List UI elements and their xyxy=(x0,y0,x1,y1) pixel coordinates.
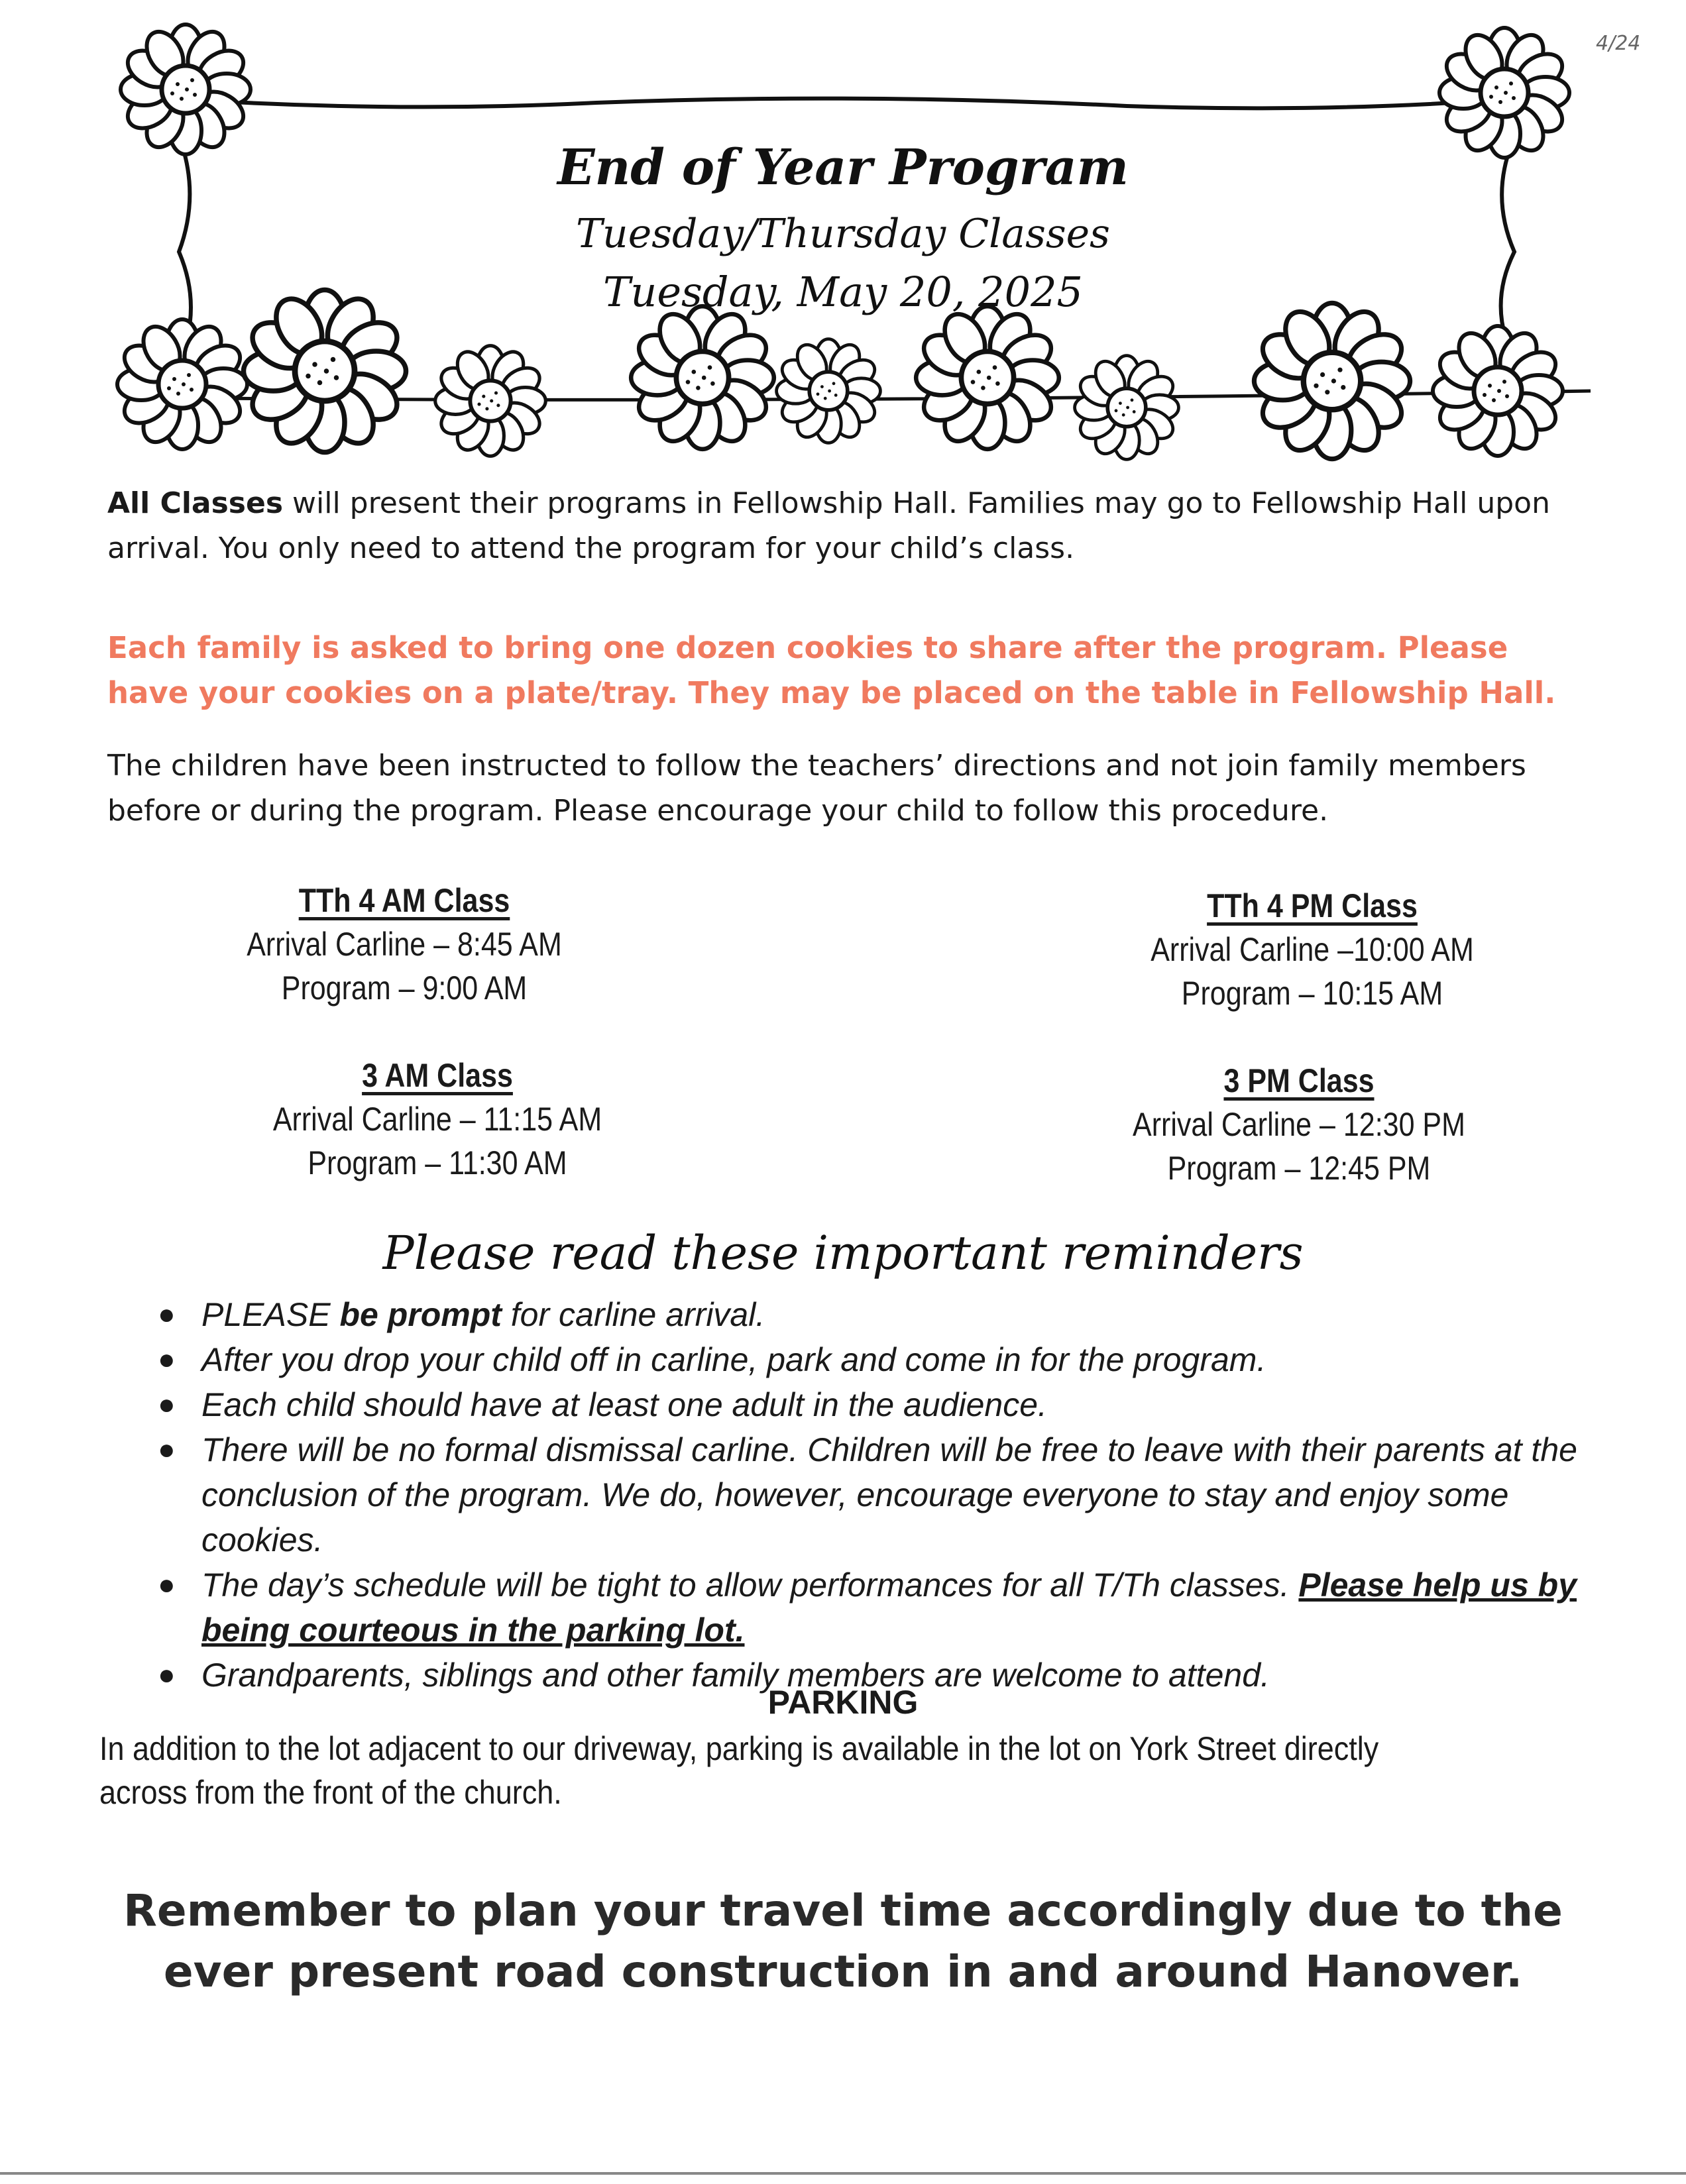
bullet-icon: ● xyxy=(158,1659,176,1691)
reminders-heading: Please read these important reminders xyxy=(382,1226,1304,1280)
list-item: ● Grandparents, siblings and other family members are welcome to attend. xyxy=(152,1653,1577,1698)
scan-edge-divider xyxy=(0,2172,1686,2175)
list-item: ● There will be no formal dismissal carline. Children will be free to leave with their parents at the conclusion of the program. We do, however, encourage everyone to stay and enjoy some cookies. xyxy=(152,1427,1577,1562)
class-arrival: Arrival Carline – 12:30 PM xyxy=(1133,1106,1465,1143)
list-item: ● After you drop your child off in carline, park and come in for the program. xyxy=(152,1337,1577,1382)
class-name: TTh 4 PM Class xyxy=(1207,887,1418,924)
class-program-time: Program – 10:15 AM xyxy=(1181,975,1443,1012)
class-arrival: Arrival Carline – 11:15 AM xyxy=(272,1101,602,1138)
list-item: ● PLEASE be prompt for carline arrival. xyxy=(152,1292,1577,1337)
intro-text: will present their programs in Fellowship Hall. Families may go to Fellowship Hall upon arrival. You only need to attend the program for your child’s class. xyxy=(107,486,1550,565)
bullet-icon: ● xyxy=(158,1298,176,1331)
corner-note: 4/24 xyxy=(1596,32,1641,55)
intro-bold-lead: All Classes xyxy=(107,486,284,520)
class-schedule-3-pm xyxy=(1099,1059,1498,1190)
class-schedule-tth-4-am xyxy=(227,879,581,1010)
class-name: 3 AM Class xyxy=(362,1057,513,1094)
bullet-icon: ● xyxy=(158,1568,176,1601)
parking-courtesy-emphasis: Please help us by being courteous in the parking lot. xyxy=(201,1566,1577,1649)
bullet-icon: ● xyxy=(158,1433,176,1466)
intro-paragraph xyxy=(107,481,1592,571)
class-arrival: Arrival Carline –10:00 AM xyxy=(1151,931,1474,968)
parking-heading: PARKING xyxy=(767,1684,919,1721)
reminders-list xyxy=(152,1292,1577,1698)
class-arrival: Arrival Carline – 8:45 AM xyxy=(247,926,562,963)
list-item: ● The day’s schedule will be tight to allow performances for all T/Th classes. Please help us by being courteous in the parking lot. xyxy=(152,1562,1577,1653)
class-program-time: Program – 9:00 AM xyxy=(281,969,528,1007)
class-program-time: Program – 11:30 AM xyxy=(308,1144,567,1181)
class-name: 3 PM Class xyxy=(1223,1062,1375,1099)
cookies-notice: Each family is asked to bring one dozen cookies to share after the program. Please have your cookies on a plate/tray. They may be placed on the table in Fellowship Hall. xyxy=(107,630,1556,710)
parking-text: In addition to the lot adjacent to our driveway, parking is available in the lot on York Street directly across from the front of the church. xyxy=(99,1730,1379,1811)
class-name: TTh 4 AM Class xyxy=(298,882,510,919)
class-program-time: Program – 12:45 PM xyxy=(1167,1150,1431,1187)
program-date: Tuesday, May 20, 2025 xyxy=(603,268,1083,316)
list-item: ● Each child should have at least one adult in the audience. xyxy=(152,1382,1577,1427)
instructions-paragraph: The children have been instructed to follow the teachers’ directions and not join family members before or during the program. Please encourage your child to follow this procedure. xyxy=(107,749,1526,828)
emphasis: be prompt xyxy=(339,1296,502,1333)
bullet-icon: ● xyxy=(158,1343,176,1376)
program-subtitle: Tuesday/Thursday Classes xyxy=(576,211,1110,257)
class-schedule-3-am xyxy=(260,1054,614,1185)
program-title: End of Year Program xyxy=(557,139,1129,196)
class-schedule-tth-4-pm xyxy=(1113,884,1512,1015)
closing-reminder: Remember to plan your travel time accordingly due to the ever present road construction in and around Hanover. xyxy=(123,1885,1563,1997)
bullet-icon: ● xyxy=(158,1388,176,1421)
